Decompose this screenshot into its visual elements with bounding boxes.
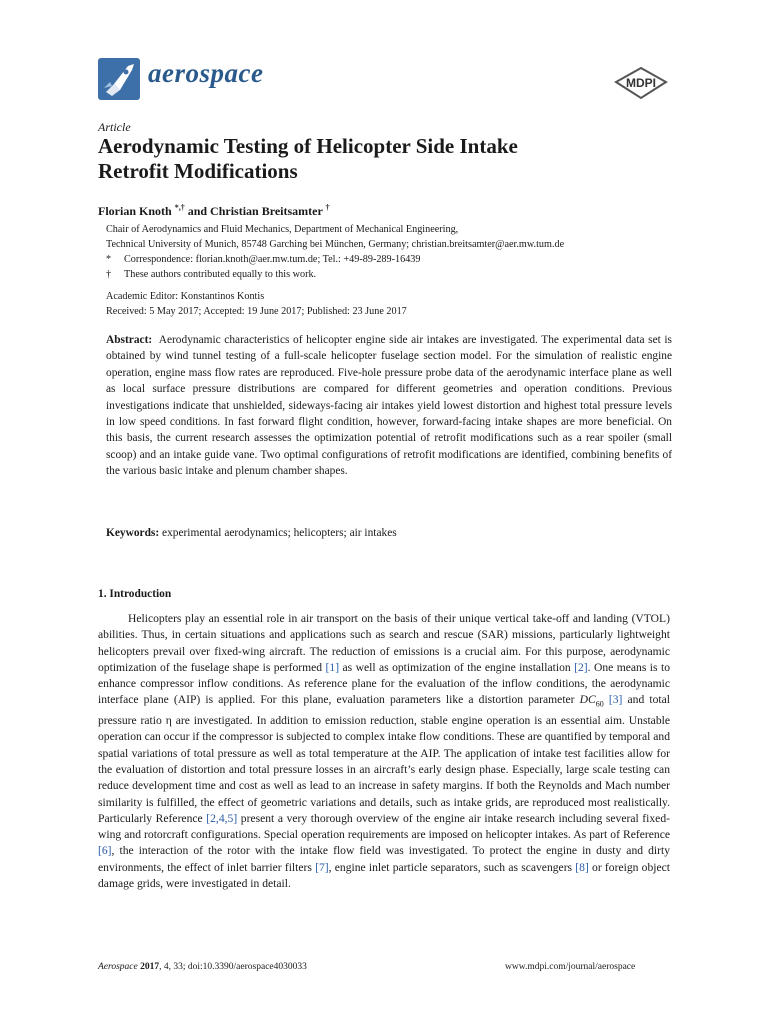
abstract [106,332,672,480]
introduction-paragraph [98,611,670,892]
title-line-2: Retrofit Modifications [98,159,298,183]
body-text-run: . One means is to enhance compressor inflow conditions. As reference plane for the evaluation of the inflow conditions, the aerodynamic interface plane (AIP) is applied. For this plane, evaluation parameters like a distortion parameter [98,660,670,707]
author-list [98,203,330,219]
footnote-mark: † [106,269,112,280]
author-marks: † [325,203,330,212]
mdpi-logo-text: MDPI [626,76,656,90]
academic-editor: Academic Editor: Konstantinos Kontis [106,291,265,302]
author-name: Florian Knoth [98,204,172,218]
equal-contribution-text: These authors contributed equally to this work. [124,269,317,280]
footer-citation-text: , 4, 33; doi:10.3390/aerospace4030033 [159,962,307,972]
rocket-logo-icon [98,58,140,100]
body-text-run: Helicopters play an essential role in air transport on the basis of their unique vertical take-off and landing (VTOL) abilities. Thus, in certain situations and applications such as search and rescue (SAR) missions, particularly lightweight helicopters prevail over fixed-wing aircraft. The reduction of emissions is a crucial aim. For this purpose, aerodynamic optimization of the fuselage shape is performed [98,612,670,674]
mdpi-logo [612,66,670,100]
keywords-text: experimental aerodynamics; helicopters; air intakes [162,527,397,539]
equal-contribution [106,267,316,282]
citation-link[interactable]: [2,4,5] [206,811,238,825]
section-heading: 1. Introduction [98,588,172,600]
article-type: Article [98,120,131,134]
author-marks: *,† [174,203,185,212]
affiliation-line: Technical University of Munich, 85748 Garching bei München, Germany; christian.breitsamter@aer.mw.tum.de [106,239,565,250]
footer-year: 2017 [140,962,160,972]
abstract-label: Abstract: [106,334,153,346]
citation-link[interactable]: [3] [608,693,623,707]
citation-link[interactable]: [6] [98,844,112,858]
body-text-run: as well as optimization of the engine installation [339,660,575,674]
citation-link[interactable]: [8] [575,860,589,874]
article-title [98,134,678,184]
correspondence-text: Correspondence: florian.knoth@aer.mw.tum.de; Tel.: +49-89-289-16439 [124,254,421,265]
footer-citation [98,962,307,972]
correspondence [106,252,421,267]
footer-url[interactable]: www.mdpi.com/journal/aerospace [505,962,636,972]
keywords-label: Keywords: [106,527,160,539]
author-name: Christian Breitsamter [210,204,323,218]
body-text-run: , engine inlet particle separators, such as scavengers [328,860,576,874]
footnote-mark: * [106,254,112,265]
distortion-parameter-subscript: 60 [595,699,604,709]
body-text-run: , the interaction of the rotor with the intake flow field was investigated. To protect the engine in dusty and dirty environments, the effect of inlet barrier filters [98,844,670,874]
abstract-text: Aerodynamic characteristics of helicopter engine side air intakes are investigated. The experimental data set is obtained by wind tunnel testing of a full-scale helicopter fuselage section model. For the simulation of realistic engine operation, engine mass flow rates are reproduced. Five-hole pressure probe data of the aerodynamic interface plane as well as local surface pressure distributions are compared for different geometries and operation conditions. Previous investigations indicate that unshielded, sideways-facing air intakes yield lowest distortion and highest total pressure levels in low speed conditions. In fast forward flight condition, however, forward-facing intake shapes are more beneficial. On this basis, the current research assesses the optimization potential of retrofit modifications such as a rear spoiler (small scoop) and an intake guide vane. Two optimal configurations of retrofit modifications are identified, combining benefits of the various basic intake and plenum chamber shapes. [106,334,672,478]
distortion-parameter: DC [579,693,596,707]
body-text-run: present a very thorough overview of the engine air intake research including several fixed-wing and rotorcraft configurations. Special operation requirements are imposed on helicopter intakes. As part of Reference [98,811,670,842]
citation-link[interactable]: [7] [315,860,329,874]
title-line-1: Aerodynamic Testing of Helicopter Side Intake [98,134,518,158]
citation-link[interactable]: [2] [574,660,588,674]
citation-link[interactable]: [1] [325,660,340,674]
footer-journal: Aerospace [98,962,138,972]
body-text-run: and total pressure ratio η are investigated. In addition to emission reduction, stable engine operation is an essential aim. Unstable operation can occur if the compressor is subjected to complex intake flow conditions. These are quantified by temporal and spatial variations of total pressure as well as total temperature at the AIP. The application of intake test facilities allow for the evaluation of distortion and total pressure losses in an aircraft’s early design phase. Especially, large scale testing can reduce development time and cost as well as lead to an increase in safety margins. If both the Reynolds and Mach number similarity is fulfilled, the effect of geometric variations and details, such as intake grids, are reproduced most realistically. Particularly Reference [98,693,670,825]
keywords [106,527,672,539]
publication-dates: Received: 5 May 2017; Accepted: 19 June 2017; Published: 23 June 2017 [106,306,407,317]
journal-name: aerospace [148,58,264,88]
body-text-run: or foreign object damage grids, were investigated in detail. [98,860,670,891]
mdpi-logo-icon [612,66,670,100]
affiliation-line: Chair of Aerodynamics and Fluid Mechanics, Department of Mechanical Engineering, [106,224,459,235]
author-join: and [184,204,211,218]
